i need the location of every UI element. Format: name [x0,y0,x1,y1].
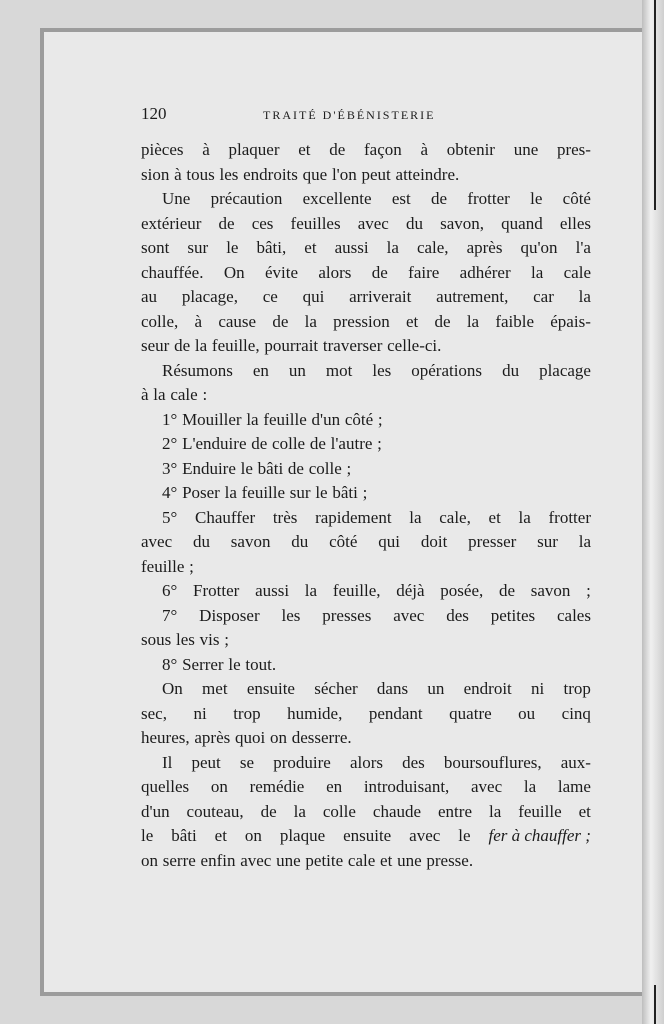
word: après [194,728,231,747]
text-line [141,334,591,359]
word: après [466,238,503,257]
word: bâti [257,458,284,478]
word: ni [531,679,545,698]
word: tous [186,164,215,184]
word: précaution [210,189,283,208]
word: le [226,238,239,257]
word: ; [189,556,194,576]
word: Enduire [182,458,236,478]
word: à [141,385,149,404]
word: la [409,507,422,527]
word: celle-ci. [387,336,442,355]
text-line [141,457,591,482]
word: alors [318,262,352,282]
word: bâti [332,483,358,502]
word: quoi [235,728,266,747]
text-line [141,775,591,800]
word: sur [187,238,209,257]
running-title: TRAITÉ D'ÉBÉNISTERIE [263,108,436,122]
word: couteau, [186,801,244,821]
word: ; [377,434,382,453]
word: serre [162,850,196,870]
word: le [530,189,543,208]
word: de [371,262,388,282]
word: de [498,581,516,600]
word: cale, [416,238,449,257]
word: ces [251,213,274,233]
word: 2° [162,434,178,453]
word: le [228,654,241,674]
word: de [431,189,448,208]
word: feuille, [332,581,381,600]
word: la [293,801,306,821]
text-line [141,849,591,874]
word: presser [468,532,517,551]
word: une [276,850,301,870]
word: plaquer [228,140,280,159]
word: bâti, [256,238,287,257]
word: elles [559,213,591,233]
word: que [302,164,328,184]
word: presse. [426,850,474,870]
word: les [372,360,392,380]
word: ni [193,703,207,723]
word: et [578,801,591,821]
word: 5° [162,507,178,527]
word: la [304,581,318,600]
word: remédie [249,777,305,796]
word: sous [141,630,172,649]
word: en [252,360,269,380]
text-line [141,677,591,702]
word: une [513,140,539,159]
text-line [141,604,591,629]
word: savon [230,532,271,551]
word: placage, [181,287,238,306]
word: quand [501,213,543,233]
word: ; [586,581,591,600]
word: savon, [440,213,485,233]
text-line [141,800,591,825]
word: colle, [141,311,179,331]
word: et [488,507,501,527]
word: peut [361,164,391,184]
word: pourrait [264,336,319,355]
text-line [141,751,591,776]
word: savon [530,581,571,600]
word: : [202,385,208,404]
word: se [239,752,255,772]
word: au [141,287,158,306]
word: doit [420,532,448,551]
word: de [287,458,304,478]
word: ensuite [343,826,392,845]
text-line [141,163,591,188]
word: et [406,311,419,331]
word: produire [273,752,331,772]
word: sec, [141,703,167,723]
word: heures, [141,728,190,747]
word: Poser [182,483,220,502]
word: on [244,826,262,845]
word: frotter [467,189,510,208]
word: la [304,311,317,331]
word: avec [471,777,503,796]
page-header [141,104,591,126]
word: et [380,850,393,870]
binding-line-top [654,0,656,210]
word: On [162,679,183,698]
word: et [304,238,317,257]
text-line [141,824,591,849]
word: sur [537,532,558,551]
word: bâti [171,826,197,845]
word: et [214,826,227,845]
body-text [141,138,591,873]
word: feuille [263,409,307,429]
word: la [224,483,237,502]
word: à [420,140,429,159]
word: faible [495,311,535,331]
word: la [578,287,591,306]
word: cinq [561,703,591,723]
word: ; [224,630,229,649]
word: épais- [550,311,591,331]
binding-line-bottom [654,985,656,1024]
text-line [141,702,591,727]
word: à [202,140,210,159]
word: avec [240,850,272,870]
word: la [153,385,166,404]
word: rapidement [315,507,392,527]
word: de [260,801,277,821]
word: la [531,262,544,282]
word: On [223,262,245,282]
word: chauffée. [141,262,204,282]
word: vis [199,630,220,649]
text-line [141,726,591,751]
word: des [446,605,469,625]
word: on [210,777,228,796]
italic-term: fer à chauffer ; [488,826,591,845]
text-line [141,555,591,580]
word: du [405,213,423,233]
word: les [281,605,301,625]
word: cause [218,311,257,331]
text-line [141,138,591,163]
word: aussi [255,581,290,600]
word: 1° [162,409,178,429]
word: L'enduire [182,434,247,453]
word: endroit [463,679,512,698]
word: quatre [449,703,492,723]
word: côté [344,409,374,429]
word: desserre. [291,728,352,747]
word: d'un [141,801,170,821]
word: des [402,752,425,772]
word: de [434,311,451,331]
word: dans [376,679,409,698]
word: ; [377,409,383,429]
text-line [141,236,591,261]
word: chaude [372,801,422,821]
word: introduisant, [363,777,450,796]
book-binding-edge [642,0,664,1024]
word: sont [141,238,170,257]
text-line [141,383,591,408]
word: entre [438,801,472,821]
word: met [202,679,228,698]
word: la [194,336,208,355]
word: lame [557,777,591,796]
word: avec [141,532,173,551]
word: la [578,532,591,551]
word: on [269,728,287,747]
word: cale, [439,507,471,527]
word: extérieur [141,213,202,233]
word: la [488,801,502,821]
word: 7° [162,605,178,625]
word: 3° [162,458,178,478]
word: de [174,336,191,355]
word: de [251,434,268,453]
word: adhérer [459,262,511,282]
word: le [315,483,328,502]
word: alors [349,752,383,772]
text-line [141,285,591,310]
text-line [141,310,591,335]
word: avec [357,213,389,233]
word: de [329,140,346,159]
word: colle [308,458,342,478]
word: la [246,409,259,429]
word: placage [539,360,591,380]
word: Frotter [193,581,240,600]
word: un [427,679,445,698]
word: pres- [556,140,591,159]
word: qu'on [520,238,558,257]
word: 4° [162,483,178,502]
word: ; [346,458,352,478]
word: Mouiller [182,409,242,429]
word: qui [302,287,325,306]
word: faire [408,262,440,282]
word: feuille [241,483,286,502]
word: arriverait [349,287,412,306]
word: avec [409,826,441,845]
word: le [458,826,471,845]
page-number: 120 [141,104,167,123]
text-line [141,579,591,604]
word: cale [563,262,591,282]
word: ensuite [246,679,295,698]
word: colle [272,434,306,453]
word: côté [562,189,591,208]
word: évite [264,262,298,282]
word: cale [347,850,376,870]
text-line [141,653,591,678]
text-line [141,432,591,457]
word: le [141,826,154,845]
word: cales [556,605,591,625]
word: ce [262,287,278,306]
word: endroits [243,164,298,184]
word: de [218,213,235,233]
word: quelles [141,777,190,796]
word: obtenir [446,140,495,159]
word: excellente [302,189,372,208]
word: feuille [518,801,562,821]
text-line [141,628,591,653]
word: plaque [279,826,326,845]
word: qui [378,532,401,551]
text-line [141,408,591,433]
word: avec [393,605,425,625]
word: de [272,311,289,331]
word: 6° [162,581,178,600]
text-line [141,506,591,531]
word: à [174,164,182,184]
word: pression [333,311,390,331]
word: presses [322,605,372,625]
word: aussi [334,238,369,257]
word: Serrer [182,654,224,674]
word: en [326,777,343,796]
word: l'a [575,238,591,257]
word: Chauffer [195,507,256,527]
word: aux- [560,752,591,772]
word: posée, [440,581,484,600]
word: le [240,458,253,478]
word: autrement, [436,287,509,306]
word: colle [322,801,356,821]
text-line [141,187,591,212]
text-line [141,359,591,384]
word: pièces [141,140,184,159]
word: la [523,777,537,796]
word: petites [490,605,536,625]
word: l'autre [330,434,373,453]
text-line [141,481,591,506]
word: on [141,850,158,870]
word: un [288,360,306,380]
word: 8° [162,654,178,674]
word: l'on [331,164,357,184]
word: sur [289,483,311,502]
word: Une [162,189,191,208]
word: seur [141,336,170,355]
word: enfin [200,850,236,870]
word: humide, [287,703,343,723]
word: Résumons [162,360,233,380]
word: ou [518,703,536,723]
word: opérations [411,360,483,380]
word: de [309,434,326,453]
word: à [194,311,203,331]
word: très [272,507,298,527]
word: pendant [368,703,423,723]
word: feuille, [211,336,260,355]
word: trop [233,703,261,723]
word: et [298,140,311,159]
word: boursouflures, [443,752,542,772]
word: côté [329,532,358,551]
word: frotter [548,507,591,527]
word: déjà [396,581,425,600]
word: ; [362,483,368,502]
word: car [533,287,554,306]
word: la [386,238,399,257]
word: du [192,532,210,551]
word: façon [364,140,402,159]
word: traverser [322,336,383,355]
word: feuilles [290,213,341,233]
word: d'un [311,409,341,429]
word: une [397,850,422,870]
word: atteindre. [395,164,460,184]
word: sécher [314,679,358,698]
word: mot [325,360,353,380]
word: les [219,164,239,184]
word: cale [170,385,198,404]
word: tout. [245,654,277,674]
word: les [175,630,195,649]
word: Disposer [199,605,260,625]
word: feuille [141,556,185,576]
word: trop [563,679,591,698]
word: du [502,360,520,380]
text-line [141,530,591,555]
word: petite [305,850,344,870]
text-line [141,212,591,237]
word: peut [191,752,221,772]
word: est [391,189,411,208]
word: la [518,507,531,527]
text-line [141,261,591,286]
word: la [466,311,480,331]
word: Il [162,752,173,772]
word: sion [141,164,170,184]
word: du [291,532,309,551]
